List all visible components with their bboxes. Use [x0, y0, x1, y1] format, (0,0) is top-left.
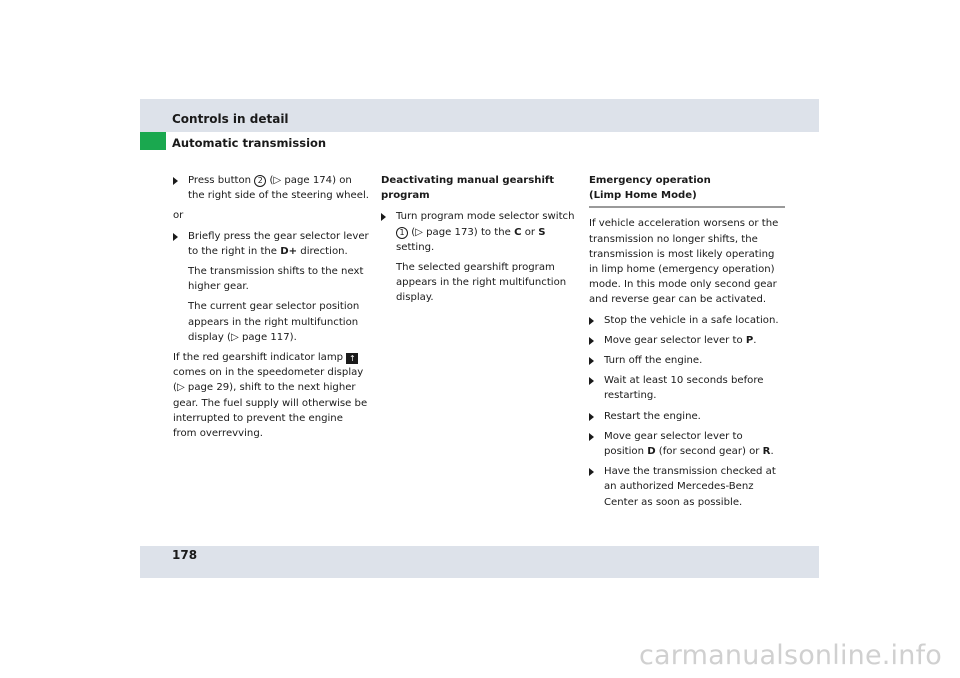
page-number: 178 — [172, 548, 198, 562]
result-note: The transmission shifts to the next higher gear. — [188, 266, 364, 293]
bullet-arrow-icon — [173, 233, 178, 241]
gearshift-indicator-lamp-icon: ↑ — [346, 353, 358, 364]
bullet-arrow-icon — [589, 433, 594, 441]
column-middle — [381, 173, 577, 311]
section-accent-marker — [140, 132, 166, 150]
step-move-lever-p: Move gear selector lever to P. — [589, 333, 785, 348]
bullet-arrow-icon — [589, 468, 594, 476]
callout-number: 2 — [254, 175, 266, 187]
step-restart-engine: Restart the engine. — [589, 409, 785, 424]
bullet-arrow-icon — [173, 177, 178, 185]
step-wait: Wait at least 10 seconds before restarting. — [589, 373, 785, 403]
bullet-arrow-icon — [589, 377, 594, 385]
indicator-lamp-paragraph: If the red gearshift indicator lamp ↑ comes on in the speedometer display (▷ page 29), shift to the next higher gear. The fuel supply will otherwise be interrupted to prevent the engine from overrevving. — [173, 352, 368, 440]
step-press-lever: Briefly press the gear selector lever to the right in the D+ direction. — [173, 229, 369, 259]
column-left — [173, 173, 369, 446]
step-turn-off-engine: Turn off the engine. — [589, 353, 785, 368]
step-have-checked: Have the transmission checked at an authorized Mercedes-Benz Center as soon as possible. — [589, 464, 785, 510]
intro-paragraph: If vehicle acceleration worsens or the transmission no longer shifts, the transmission is most likely operating in limp home (emergency operation) mode. In this mode only second gear and reverse gear can be activated. — [589, 218, 779, 306]
step-press-button: Press button 2 (▷ page 174) on the right side of the steering wheel. — [173, 173, 369, 203]
footer-band — [140, 546, 819, 578]
step-stop-vehicle: Stop the vehicle in a safe location. — [589, 313, 785, 328]
result-note: The selected gearshift program appears in the right multifunction display. — [396, 262, 567, 304]
subsection-title: Automatic transmission — [172, 136, 327, 150]
bullet-arrow-icon — [381, 213, 386, 221]
section-title: Controls in detail — [172, 112, 289, 126]
bullet-arrow-icon — [589, 317, 594, 325]
bullet-arrow-icon — [589, 413, 594, 421]
section-heading: Emergency operation (Limp Home Mode) — [589, 173, 785, 208]
section-heading: Deactivating manual gearshift program — [381, 175, 555, 202]
column-right — [589, 173, 785, 515]
watermark: carmanualsonline.info — [639, 640, 942, 671]
callout-number: 1 — [396, 227, 408, 239]
or-text: or — [173, 210, 184, 222]
step-move-lever-d-r: Move gear selector lever to position D (for second gear) or R. — [589, 429, 785, 459]
result-note: The current gear selector position appears in the right multifunction display (▷ page 117). — [188, 301, 360, 343]
step-turn-switch: Turn program mode selector switch 1 (▷ page 173) to the C or S setting. — [381, 209, 577, 255]
bullet-arrow-icon — [589, 357, 594, 365]
bullet-arrow-icon — [589, 337, 594, 345]
